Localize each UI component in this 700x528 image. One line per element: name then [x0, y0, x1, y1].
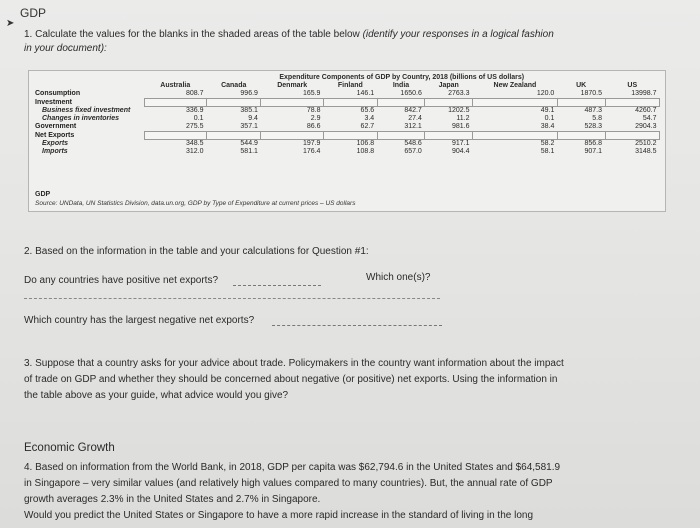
table-cell: 2763.3 [448, 90, 470, 97]
table-cell: 907.1 [584, 148, 603, 155]
answer-blank [233, 285, 321, 286]
table-cell: 146.1 [356, 90, 375, 97]
col-header: UK [576, 82, 587, 89]
table-row [32, 123, 660, 132]
table-cell: 312.0 [186, 148, 204, 155]
question-4-cut: Would you predict the United States or Singapore to have a more rapid increase in the standard of living in the long [24, 510, 534, 521]
table-cell: 1202.5 [448, 107, 470, 114]
question-2-largest: Which country has the largest negative net exports? [24, 315, 255, 326]
question-1-text: 1. Calculate the values for the blanks in the shaded areas of the table below [24, 29, 363, 40]
col-header: US [627, 82, 638, 89]
table-cell: 27.4 [408, 115, 422, 122]
table-cell: 544.9 [240, 140, 258, 147]
table-cell: 197.9 [302, 140, 321, 147]
table-cell: 2510.2 [635, 140, 657, 147]
row-label: Government [35, 123, 77, 131]
cursor-icon: ➤ [6, 18, 15, 29]
answer-blank [272, 325, 442, 326]
col-header: Japan [438, 82, 459, 89]
table-cell: 11.2 [456, 115, 470, 122]
question-3: 3. Suppose that a country asks for your advice about trade. Policymakers in the country want information about the impact of trade on GDP and whether they should be concerned about negative (or positive) net exports. Using the information in the table above as your guide, what advice would you give? [24, 358, 564, 401]
col-header: India [392, 82, 410, 89]
table-cell: 487.3 [584, 107, 603, 114]
page-title: GDP [20, 6, 47, 20]
col-header: Finland [337, 82, 363, 89]
table-cell: 165.9 [302, 90, 321, 97]
table-cell: 3148.5 [635, 148, 657, 155]
table-cell: 0.1 [544, 115, 555, 122]
table-cell: 348.5 [186, 140, 204, 147]
table-cell: 917.1 [451, 140, 470, 147]
table-cell: 808.7 [186, 90, 204, 97]
table-cell: 842.7 [404, 107, 422, 114]
answer-blank [24, 298, 440, 299]
table-row [32, 132, 660, 140]
table-cell: 657.0 [404, 148, 422, 155]
table-row [32, 148, 660, 156]
table-cell: 275.5 [186, 123, 204, 130]
table-cell: 58.2 [540, 140, 555, 147]
table-cell: 385.1 [240, 107, 258, 114]
gdp-row-label: GDP [35, 191, 51, 198]
row-label: Net Exports [35, 131, 75, 139]
table-cell: 336.9 [186, 107, 204, 114]
question-4-text: 4. Based on information from the World Bank, in 2018, GDP per capita was $62,794.6 in the United States and $64,581.9 in Singapore – very similar values (and relatively high values compared to many countries). But, the annual rate of GDP growth averages 2.3% in the United States and 2.7% in Singapore. [24, 462, 561, 505]
table-cell: 3.4 [364, 115, 375, 122]
table-cell: 1650.6 [400, 90, 422, 97]
table-row [32, 115, 660, 123]
table-cell: 54.7 [642, 115, 657, 122]
table-cell: 120.0 [536, 90, 555, 97]
table-cell: 312.1 [404, 123, 422, 130]
table-title: Expenditure Components of GDP by Country, 2018 (billions of US dollars) [279, 74, 525, 81]
table-cell: 904.4 [451, 148, 470, 155]
question-1-italic: (identify your responses in a logical fashion in your document): [24, 29, 554, 54]
question-2-intro: 2. Based on the information in the table and your calculations for Question #1: [24, 246, 369, 257]
gdp-table [32, 74, 660, 156]
section-heading: Economic Growth [24, 442, 115, 454]
table-cell: 62.7 [360, 123, 375, 130]
table-cell: 0.1 [193, 115, 204, 122]
question-1 [24, 28, 564, 56]
table-row [32, 99, 660, 107]
table-cell: 49.1 [540, 107, 555, 114]
col-header: Denmark [277, 82, 308, 89]
question-2-positive: Do any countries have positive net exports? [24, 275, 218, 286]
table-row [32, 140, 660, 149]
table-cell: 13998.7 [631, 90, 657, 97]
table-cell: 86.6 [306, 123, 321, 130]
table-cell: 981.6 [451, 123, 470, 130]
table-cell: 38.4 [540, 123, 555, 130]
row-label: Business fixed investment [42, 106, 131, 114]
table-row [32, 90, 660, 99]
row-label: Investment [35, 98, 72, 106]
row-label: Consumption [35, 90, 81, 98]
table-cell: 357.1 [240, 123, 258, 130]
table-cell: 996.9 [240, 90, 258, 97]
row-label: Exports [42, 139, 69, 147]
table-cell: 78.8 [306, 107, 321, 114]
table-cell: 528.3 [584, 123, 603, 130]
table-cell: 1870.5 [580, 90, 603, 97]
table-cell: 176.4 [302, 148, 321, 155]
table-cell: 58.1 [540, 148, 555, 155]
table-cell: 548.6 [404, 140, 422, 147]
table-cell: 9.4 [248, 115, 258, 122]
table-cell: 4260.7 [635, 107, 657, 114]
col-header: Australia [160, 82, 191, 89]
table-cell: 856.8 [584, 140, 603, 147]
col-header: Canada [221, 82, 247, 89]
table-source: Source: UNData, UN Statistics Division, data.un.org, GDP by Type of Expenditure at current prices – US dollars [35, 200, 356, 207]
table-row [32, 107, 660, 116]
table-header-row [32, 82, 660, 90]
table-cell: 65.6 [360, 107, 375, 114]
row-label: Changes in inventories [42, 115, 120, 122]
table-cell: 5.8 [592, 115, 603, 122]
table-cell: 581.1 [240, 148, 258, 155]
question-4 [24, 460, 564, 524]
table-cell: 106.8 [356, 140, 375, 147]
table-cell: 108.8 [356, 148, 375, 155]
row-label: Imports [42, 148, 68, 155]
table-cell: 2904.3 [635, 123, 657, 130]
col-header: New Zealand [493, 82, 537, 89]
question-2-which: Which one(s)? [366, 272, 431, 283]
table-cell: 2.9 [310, 115, 321, 122]
